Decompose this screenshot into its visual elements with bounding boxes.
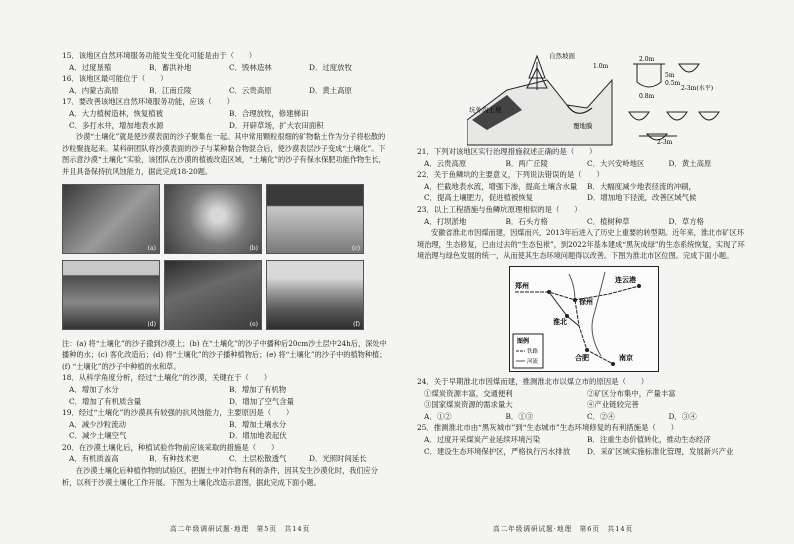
answer-option: D．增加地表起伏: [229, 431, 287, 441]
answer-option: D．草方格: [668, 216, 704, 226]
answer-options: [417, 434, 750, 446]
questions-21-23: [417, 146, 750, 227]
photo-grid: [62, 184, 389, 334]
questions-18-20: [62, 372, 389, 465]
answer-option: D．光照时间延长: [309, 454, 367, 464]
answer-options: [417, 216, 750, 228]
passage-18-20: 沙漠“土壤化”就是使沙漠表面的沙子聚集在一起。其中常用颗粒很细的矿物黏土作为分子将松散的沙粒聚拢起来。某科研团队将沙漠表面的沙子与某种黏合物混合后，使沙漠表层沙子变成“土壤化”。下图示意沙漠“土壤化”实验，该团队在沙漠的植被改造区域，“土壤化”的沙子有保水保肥功能作物生长，并且具备保持抗风蚀能力，据此完成18-20题。: [62, 132, 386, 176]
answer-options: [417, 411, 750, 423]
answer-option: C．增加了有机质含量: [69, 396, 142, 406]
answer-option: B．两广丘陵: [505, 158, 548, 168]
question-stem: 25．推测淮北市由“黑灰城市”到“生态城市”生态环境修复的有利措施是（ ）: [417, 423, 679, 433]
answer-option: B．石头方格: [505, 216, 548, 226]
question-stem: 16．该地区最可能位于（ ）: [62, 74, 168, 84]
photo-caption: 注：(a) 将“土壤化”的沙子撒到沙漠上；(b) 在“土壤化”的沙子中播种后20cm沙土层中24h后，深处中播种的水；(c) 客化改造后；(d) 将“土壤化”的沙子播种植物后；(e) 将“土壤化”的沙子中的植物种植；(f) “土壤化”的沙子中种植的水和草。: [62, 338, 387, 371]
label-slope: 自然坡面: [549, 52, 575, 60]
answer-option: B．大幅度减少地表径流的冲刷，: [587, 181, 696, 191]
answer-option: D．黄土高原: [668, 158, 712, 168]
city-zhengzhou: 郑州: [515, 280, 529, 290]
answer-options: [417, 388, 750, 400]
answer-option: D．过度放牧: [309, 62, 352, 72]
answer-options: [62, 85, 389, 97]
answer-options: [417, 192, 750, 204]
answer-options: [417, 158, 750, 170]
page-footer-right: 高二年级调研试题·地理 第6页 共14页: [493, 525, 634, 533]
legend-river: 河流: [527, 358, 539, 365]
question-stem: 20．在沙漠土壤化后，种植试验作物前应该采取的措施是（ ）: [62, 442, 279, 452]
question-stem: 18．从科学角度分析，经过“土壤化”的沙漠，关键在于（ ）: [62, 373, 272, 383]
answer-option: A．拦截地表水流，增强下渗，提高土壤含水量: [424, 181, 578, 191]
questions-15-17: [62, 50, 389, 131]
photo-a: (a): [62, 184, 160, 254]
label-film: 覆地膜: [573, 122, 593, 130]
question-stem: 21．下列对该地区实行治理措施叙述正确的是（ ）: [417, 147, 597, 156]
answer-option: C．土层松散透气: [229, 454, 287, 464]
answer-option: D．采矿区域实施标准化管理，发展新兴产业: [587, 446, 734, 456]
answer-option: D．增加了空气含量: [229, 396, 295, 406]
question-stem: 22．关于鱼鳞坑的主要意义，下列说法错误的是（ ）: [417, 170, 604, 180]
answer-options: [417, 181, 750, 193]
answer-option: B．增加了有机物: [229, 384, 287, 394]
fish-scale-pit-diagram: [467, 50, 750, 146]
answer-option: C．减少土壤空气: [69, 431, 127, 441]
photo-b: (b): [164, 184, 262, 254]
answer-option: ③国家煤炭资源的需求量大: [424, 400, 513, 410]
answer-option: C．大兴安岭地区: [587, 158, 645, 168]
question-stem: 19．经过“土壤化”的沙漠具有较强的抗风蚀能力，主要原因是（ ）: [62, 408, 294, 418]
answer-option: C．毁林造林: [229, 62, 272, 72]
label-ridge: 坑外沟土埂: [469, 106, 502, 114]
passage-21-23: 在沙漠土壤化后种植作物的试验区，把握土中对作物有利的条件，因其发生沙漠化时，我们应分析，以利于沙漠土壤化工作开展。下图为土壤化改造示意图，据此完成下面小题。: [62, 466, 378, 487]
question-stem: 17．要改善该地区自然环境服务功能，应该（ ）: [62, 97, 235, 107]
question-stem: 23．以上工程措施与鱼鳞坑原理相似的是（ ）: [417, 204, 582, 214]
answer-option: C．建设生态环境保护区，严格执行污水排放: [424, 446, 571, 456]
answer-option: ②矿区分布集中，产量丰富: [587, 388, 676, 398]
diagram-svg: [467, 50, 727, 146]
photo-d: (d): [62, 260, 160, 330]
answer-option: A．增加了水分: [69, 384, 119, 394]
label-05m: 0.5m: [665, 80, 681, 87]
huaibei-location-map: [509, 266, 659, 372]
answer-option: B．有种技术更: [149, 454, 199, 464]
answer-option: D．开辟草场，扩大农田面积: [229, 120, 324, 130]
map-svg: [509, 266, 659, 372]
question-stem: 24．关于早期淮北市因煤而建，推测淮北市以煤立市的原因是（ ）: [417, 376, 649, 386]
city-lianyungang: 连云港: [615, 274, 636, 284]
answer-option: D．黄土高原: [309, 85, 352, 95]
answer-option: D．③④: [668, 411, 697, 421]
answer-options: [417, 446, 750, 458]
answer-options: [62, 430, 389, 442]
questions-24-25: [417, 376, 750, 457]
label-1m: 1.0m: [593, 63, 609, 70]
page-footer-left: 高二年级调研试题·地理 第5页 共14页: [170, 525, 311, 533]
answer-options: [62, 453, 389, 465]
photo-e: (e): [164, 260, 262, 330]
label-5m: 5m: [665, 72, 675, 79]
label-spacing: 2-3m(水平): [681, 85, 714, 92]
answer-option: C．②④: [587, 411, 615, 421]
photo-c: (c): [266, 184, 364, 254]
answer-options: [62, 120, 389, 132]
answer-option: B．①③: [505, 411, 534, 421]
answer-options: [62, 108, 389, 120]
city-huaibei: 淮北: [553, 316, 567, 326]
city-xuzhou: 徐州: [579, 296, 593, 306]
answer-options: [62, 62, 389, 74]
question-stem: 15．该地区自然环境服务功能发生变化可能是由于（ ）: [62, 51, 257, 60]
answer-option: A．过度垦殖: [69, 62, 112, 72]
answer-option: D．增加地下径流，改善区域气候: [587, 193, 697, 203]
answer-option: C．提高土壤肥力，促进植被恢复: [424, 193, 534, 203]
right-page: [397, 0, 794, 544]
answer-options: [62, 396, 389, 408]
answer-option: A．大力植树造林，恢复植被: [69, 108, 164, 118]
photo-f: (f): [266, 260, 364, 330]
label-spacing-2: 2-3m: [657, 139, 673, 146]
label-2m: 2.0m: [639, 56, 655, 63]
answer-option: B．江南丘陵: [149, 85, 192, 95]
answer-options: [62, 419, 389, 431]
answer-option: B．蓄洪补地: [149, 62, 192, 72]
answer-options: [417, 399, 750, 411]
answer-option: A．减少沙粒流动: [69, 419, 127, 429]
answer-option: ①煤炭资源丰富，交通便利: [424, 388, 513, 398]
label-08m: 0.8m: [639, 93, 655, 100]
answer-option: B．注重生态价值转化，推动生态经济: [587, 434, 711, 444]
answer-option: A．①②: [424, 411, 452, 421]
answer-option: B．合理放牧，修建梯田: [229, 108, 309, 118]
answer-option: A．内蒙古高原: [69, 85, 119, 95]
answer-option: B．增加土壤水分: [229, 419, 287, 429]
passage-24-25: 安徽省淮北市因煤而建，因煤而兴，2013年后进入了历史上重要的转型期。近年来，淮北市矿区环境治理，生态修复，已由过去的“生态包袱”，到2022年基本建成“黑灰成绿”的生态系统恢复，实现了环境治理与绿色发展的统一，从而使其生态环境问题得以改善。下图为淮北市区位图。完成下面小题。: [417, 228, 745, 261]
answer-option: C．多打水井，增加地表水源: [69, 120, 164, 130]
answer-option: A．云贵高原: [424, 158, 467, 168]
answer-option: A．打坝淤地: [424, 216, 467, 226]
city-hefei: 合肥: [575, 352, 589, 362]
answer-option: ④产业链较完善: [587, 400, 639, 410]
answer-option: C．云贵高原: [229, 85, 272, 95]
answer-options: [62, 384, 389, 396]
city-nanjing: 南京: [619, 352, 633, 362]
legend-title: 图例: [517, 337, 530, 345]
answer-option: A．过度开采煤炭产业延续环境污染: [424, 434, 541, 444]
answer-option: A．有机质盖高: [69, 454, 119, 464]
legend-railway: 铁路: [527, 348, 539, 355]
answer-option: C．植树种草: [587, 216, 630, 226]
